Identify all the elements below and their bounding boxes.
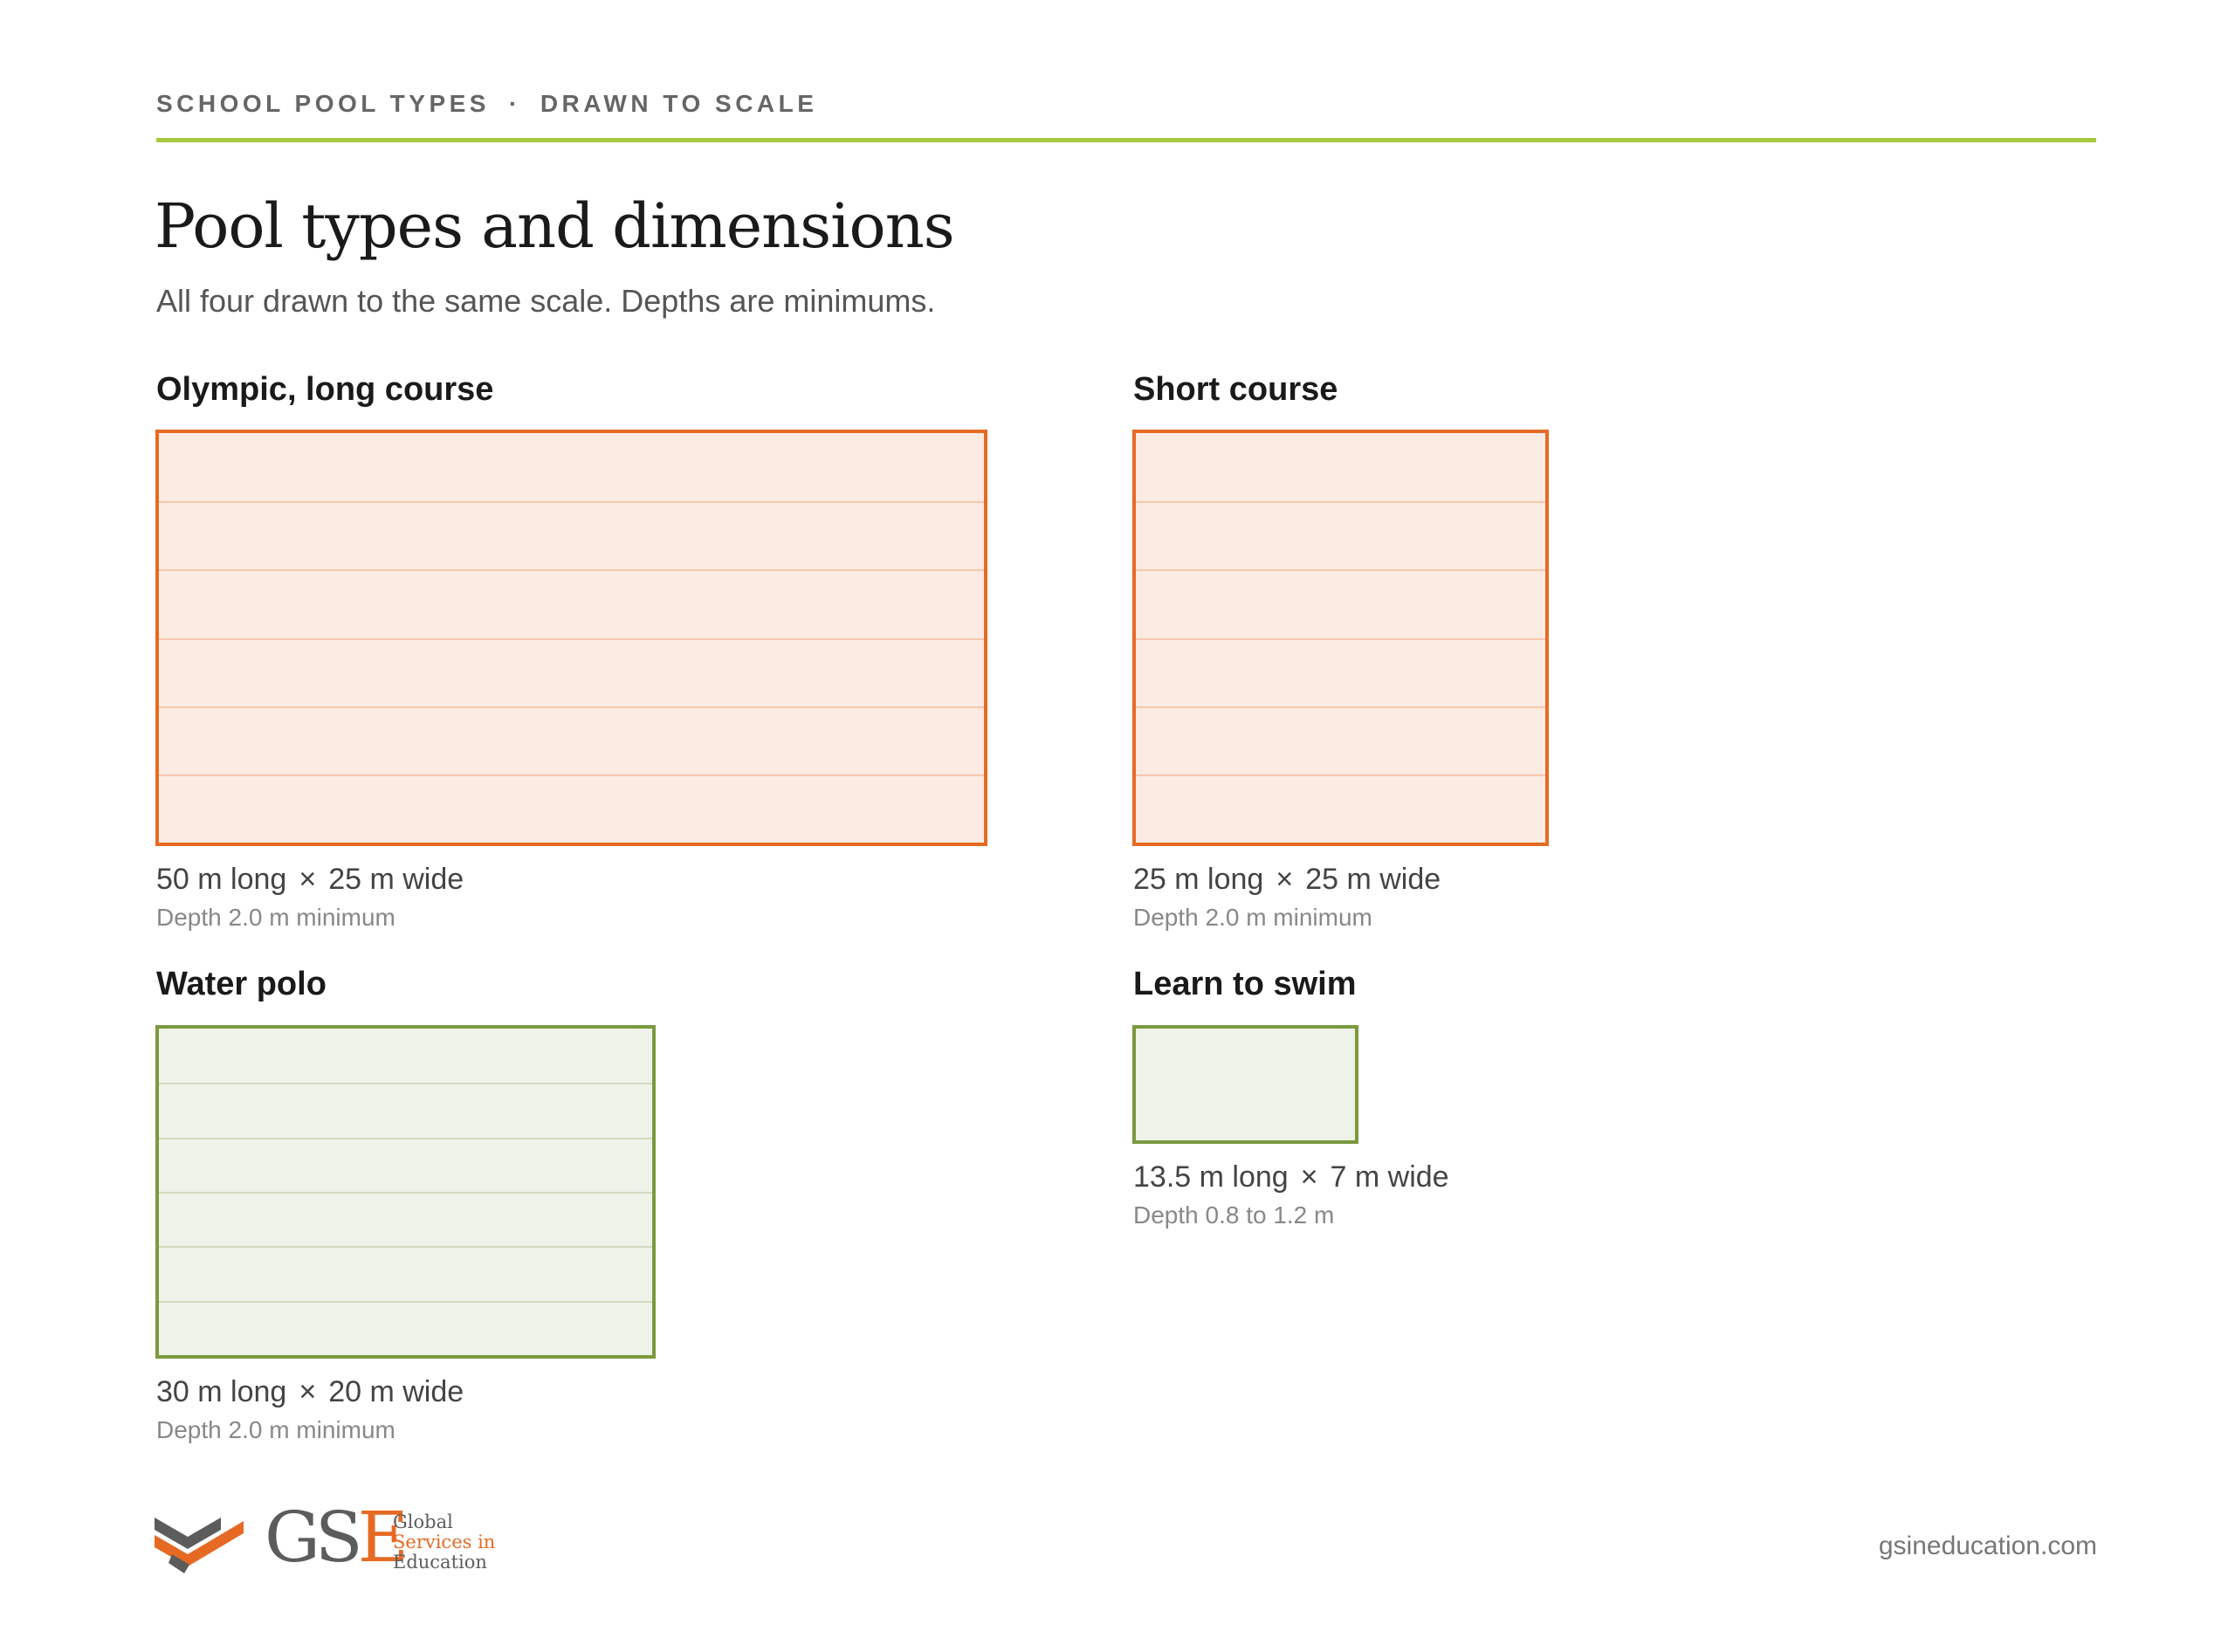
lane-line <box>159 1138 652 1139</box>
footer-url: gsineducation.com <box>1878 1532 2097 1560</box>
lane-line <box>159 706 984 708</box>
pool-dimensions-learn-to-swim <box>1133 1160 1449 1194</box>
lane-line <box>159 1083 652 1084</box>
times-sign: × <box>299 1375 317 1408</box>
pool-diagram-olympic <box>155 430 987 846</box>
pool-heading-short-course: Short course <box>1133 371 1338 408</box>
page-subtitle: All four drawn to the same scale. Depths are minimums. <box>156 283 936 319</box>
times-sign: × <box>1300 1160 1318 1194</box>
pool-heading-olympic: Olympic, long course <box>156 371 494 408</box>
pool-depth-olympic: Depth 2.0 m minimum <box>156 904 395 931</box>
lane-line <box>159 569 984 571</box>
lane-line <box>1136 501 1545 503</box>
pool-length-label: 30 m long <box>156 1375 287 1408</box>
pool-dimensions-water-polo <box>156 1375 464 1409</box>
eyebrow-left: SCHOOL POOL TYPES <box>156 90 490 117</box>
pool-width-label: 25 m wide <box>1305 863 1441 896</box>
eyebrow-right: DRAWN TO SCALE <box>540 90 818 117</box>
times-sign: × <box>1276 863 1294 896</box>
pool-diagram-learn-to-swim <box>1132 1025 1358 1144</box>
logo-wordmark <box>265 1498 403 1577</box>
pool-heading-learn-to-swim: Learn to swim <box>1133 966 1357 1002</box>
logo-tagline-1: Global <box>393 1511 453 1532</box>
pool-diagram-water-polo <box>155 1025 656 1359</box>
lane-line <box>1136 638 1545 640</box>
eyebrow-separator: · <box>508 90 521 117</box>
pool-depth-learn-to-swim: Depth 0.8 to 1.2 m <box>1133 1201 1335 1229</box>
header-rule <box>156 138 2096 142</box>
lane-line <box>1136 569 1545 571</box>
pool-dimensions-short-course <box>1133 863 1441 897</box>
pool-length-label: 13.5 m long <box>1133 1160 1289 1194</box>
pool-diagram-short-course <box>1132 430 1549 846</box>
pool-dimensions-olympic <box>156 863 464 897</box>
pool-width-label: 25 m wide <box>328 863 464 896</box>
lane-line <box>1136 706 1545 708</box>
lane-line <box>159 1192 652 1194</box>
pool-heading-water-polo: Water polo <box>156 966 327 1002</box>
lane-line <box>159 1246 652 1248</box>
gse-logo <box>153 1497 519 1579</box>
logo-letters-gs: GS <box>265 1497 358 1578</box>
lane-line <box>159 638 984 640</box>
logo-tagline-3: Education <box>393 1552 487 1573</box>
pool-length-label: 50 m long <box>156 863 287 896</box>
pool-depth-water-polo: Depth 2.0 m minimum <box>156 1416 395 1443</box>
logo-tagline-2: Services in <box>393 1532 496 1552</box>
pool-width-label: 7 m wide <box>1330 1160 1449 1194</box>
lane-line <box>159 1301 652 1303</box>
logo-tagline <box>393 1512 495 1573</box>
lane-line <box>159 501 984 503</box>
book-mark-icon <box>153 1500 258 1579</box>
pool-width-label: 20 m wide <box>328 1375 464 1408</box>
times-sign: × <box>299 863 317 896</box>
page-title: Pool types and dimensions <box>155 190 954 262</box>
pool-length-label: 25 m long <box>1133 863 1264 896</box>
eyebrow <box>156 90 817 118</box>
pool-depth-short-course: Depth 2.0 m minimum <box>1133 904 1372 931</box>
logo-letter-e: E <box>357 1497 404 1578</box>
lane-line <box>1136 774 1545 776</box>
lane-line <box>159 774 984 776</box>
